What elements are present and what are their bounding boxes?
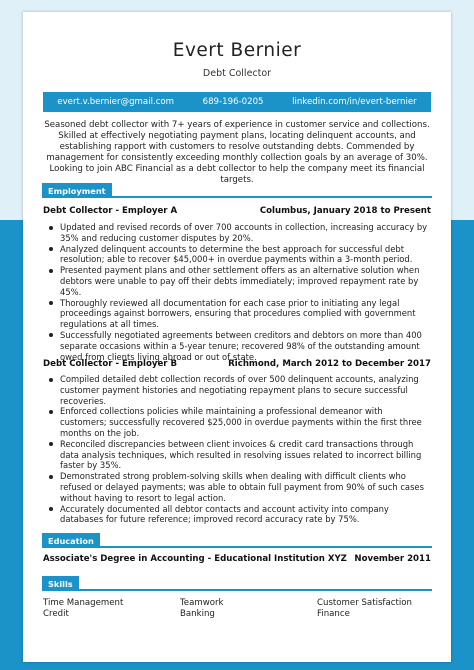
contact-email[interactable]: evert.v.bernier@gmail.com xyxy=(57,97,175,107)
section-divider xyxy=(42,589,432,591)
skill-item: Teamwork xyxy=(180,598,224,608)
skill-item: Time Management xyxy=(43,598,124,608)
candidate-role: Debt Collector xyxy=(202,68,272,79)
skill-item: Banking xyxy=(180,608,215,619)
list-item: Thoroughly reviewed all documentation for each case prior to initiating any legal proceedings against borrowers, ensuring that procedures complied with government regulations at all times. xyxy=(43,298,431,330)
list-item: Updated and revised records of over 700 accounts in collection, increasing accuracy by 35% and reducing customer disputes by 20%. xyxy=(43,222,431,244)
professional-summary: Seasoned debt collector with 7+ years of experience in customer service and collections. Skilled at effectively negotiating payment plans, locating delinquent accounts, and establishing rapport with customers to resolve outstanding debts. Commended by management for consistently exceeding monthly collection goals by an average of 30%. Looking to join ABC Financial as a debt collector to help the company meet its financial targets. xyxy=(44,120,430,186)
job-location-dates: Richmond, March 2012 to December 2017 xyxy=(228,359,431,369)
section-header-education: Education xyxy=(42,533,100,548)
job-bullet-list xyxy=(43,374,431,525)
section-divider xyxy=(42,546,432,548)
education-entry xyxy=(43,554,431,564)
list-item: Compiled detailed debt collection records of over 500 delinquent accounts, analyzing customer payment histories and negotiating repayment plans to secure successful recoveries. xyxy=(43,374,431,406)
job-bullet-list xyxy=(43,222,431,362)
skills-grid xyxy=(43,598,433,620)
list-item: Accurately documented all debtor contacts and account activity into company databases for future reference; improved record accuracy rate by 75%. xyxy=(43,504,431,526)
list-item: Presented payment plans and other settlement offers as an alternative solution when debtors were unable to pay off their debts immediately; improved repayment rate by 45%. xyxy=(43,265,431,297)
list-item: Reconciled discrepancies between client invoices & credit card transactions through data analysis techniques, which resulted in resolving issues related to incorrect billing faster by 35%. xyxy=(43,439,431,471)
job-title: Debt Collector - Employer B xyxy=(43,359,178,369)
contact-phone[interactable]: 689-196-0205 xyxy=(202,97,264,107)
list-item: Successfully negotiated agreements between creditors and debtors on more than 400 separate occasions within a 5-year tenure; recovered 98% of the outstanding amount owed from clients living abroad or out of state. xyxy=(43,330,431,362)
job-title: Debt Collector - Employer A xyxy=(43,206,178,216)
skill-item: Credit xyxy=(43,608,69,619)
list-item: Analyzed delinquent accounts to determine the best approach for successful debt resolution; able to recover $45,000+ in overdue payments within a 3-month period. xyxy=(43,244,431,266)
job-location-dates: Columbus, January 2018 to Present xyxy=(259,206,431,216)
section-header-employment: Employment xyxy=(42,183,112,198)
skill-item: Finance xyxy=(317,608,350,619)
education-degree: Associate's Degree in Accounting - Educational Institution XYZ xyxy=(43,554,347,564)
candidate-name: Evert Bernier xyxy=(172,40,302,61)
education-date: November 2011 xyxy=(354,554,431,564)
section-divider xyxy=(42,196,432,198)
skill-item: Customer Satisfaction xyxy=(317,598,412,608)
resume-page xyxy=(23,12,451,662)
job-header xyxy=(43,206,431,216)
section-header-skills: Skills xyxy=(42,576,79,591)
contact-linkedin[interactable]: linkedin.com/in/evert-bernier xyxy=(292,97,417,107)
list-item: Enforced collections policies while maintaining a professional demeanor with customers; successfully recovered $25,000 in overdue payments within the first three months on the job. xyxy=(43,406,431,438)
job-header xyxy=(43,359,431,369)
contact-bar xyxy=(43,92,431,112)
list-item: Demonstrated strong problem-solving skills when dealing with difficult clients who refused or delayed payments; was able to obtain full payment from 90% of such cases without having to resort to legal action. xyxy=(43,471,431,503)
